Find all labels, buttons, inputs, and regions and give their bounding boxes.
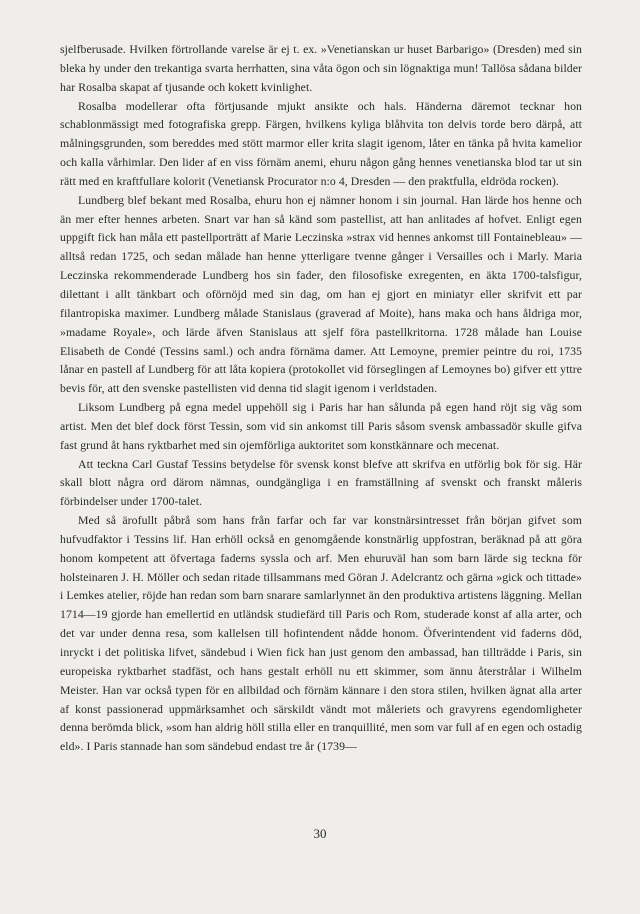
body-text [60, 40, 582, 756]
paragraph-4: Liksom Lundberg på egna medel uppehöll sig i Paris har han sålunda på egen hand röjt sig väg som artist. Men det blef dock först Tessin, som vid sin ankomst till Paris såsom svensk ambassadör skulle gifva fast grund åt hans ryktbarhet med sin ojemförliga auktoritet som konstkännare och mecenat. [60, 400, 582, 452]
paragraph-6: Med så ärofullt påbrå som hans från farfar och far var konstnärsintresset från början gifvet som hufvudfaktor i Tessins lif. Han erhöll också en genomgående konstnärlig uppfostran, beräknad på att göra honom kompetent att öfvertaga faderns syssla och arf. Men ehuruväl han som barn lärde sig teckna för holsteinaren J. H. Möller och sedan ritade tillsammans med Göran J. Adelcrantz och gärna »gick och tittade» i Lemkes atelier, röjde han redan som barn snarare samlarlynnet än den produktiva artistens läggning. Mellan 1714—19 gjorde han emellertid en utländsk studiefärd till Paris och Rom, studerade konst af alla arter, och det var under denna resa, som kallelsen till hofintendent nådde honom. Öfverintendent vid faderns död, inryckt i det politiska lifvet, sändebud i Wien fick han just genom den ambassad, han tillträdde i Paris, sin europeiska ryktbarhet stadfäst, och hans gestalt erhöll nu ett skimmer, som ännu återstrålar i Wilhelm Meister. Han var också typen för en allbildad och förnäm kännare i den stora stilen, hvilken ägnat alla arter af konst passionerad uppmärksamhet och särskildt vändt mot måleriets och gravyrens egendomligheter denna berömda blick, »som han aldrig höll stilla eller en tranquillité, men som var full af en egen och ostadig eld». I Paris stannade han som sändebud endast tre år (1739— [60, 513, 582, 754]
paragraph-1: sjelfberusade. Hvilken förtrollande varelse är ej t. ex. »Venetianskan ur huset Barbarigo» (Dresden) med sin bleka hy under den trekantiga svarta herrhatten, sina våta ögon och sin lögnaktiga mun! Tallösa sådana bilder har Rosalba skapat af tjusande och kokett kvinlighet. [60, 42, 582, 94]
page-number: 30 [313, 826, 327, 841]
paragraph-2: Rosalba modellerar ofta förtjusande mjukt ansikte och hals. Händerna däremot tecknar hon schablonmässigt med fotografiska grepp. Färgen, hvilkens kyliga blåhvita ton delvis torde bero därpå, att målningsgrunden, som bereddes med stött marmor eller krita slagit igenom, låter en tänka på hvita kamelior och kalla vårhimlar. Den lider af en viss förnäm anemi, ehuru någon gång hennes venetianska blod tar ut sin rätt med en kraftfullare kolorit (Venetiansk Procurator n:o 4, Dresden — den praktfulla, eldröda rocken). [60, 98, 582, 188]
paragraph-5: Att teckna Carl Gustaf Tessins betydelse för svensk konst blefve att skrifva en utförlig bok för sig. Här skall blott några ord därom nämnas, oundgängliga i en framställning af svenskt och franskt måleris förbindelser under 1700-talet. [60, 456, 582, 509]
paragraph-3: Lundberg blef bekant med Rosalba, ehuru hon ej nämner honom i sin journal. Han lärde hos henne och än mer efter hennes arbeten. Snart var han så känd som pastellist, att han anlitades af hofvet. Enligt egen uppgift fick han måla ett pastellporträtt af Marie Leczinska »strax vid hennes ankomst till Fontainebleau» — alltså redan 1725, och sedan målade han henne ytterligare tvenne gånger i Versailles och i Marly. Maria Leczinska rekommenderade Lundberg hos sin fader, den filosofiske exregenten, en äkta 1700-talsfigur, dilettant i allt tänkbart och oförnöjd med sin dag, om han ej gjort en miniatyr eller skrifvit ett par filantropiska maximer. Lundberg målade Stanislaus (graverad af Moite), hans maka och hans åldriga mor, »madame Royale», och lärde äfven Stanislaus att sjelf föra pastellkritorna. 1728 målade han Louise Elisabeth de Condé (Tessins saml.) och andra förnäma damer. Att Lemoyne, premier peintre du roi, 1735 lånar en pastell af Lundberg för att låta kopiera (protokollet vid förseglingen af Lemoynes bo) gifver ett yttre bevis för, att den svenske pastellisten vid denna tid slagit igenom i verldstaden. [60, 192, 582, 396]
